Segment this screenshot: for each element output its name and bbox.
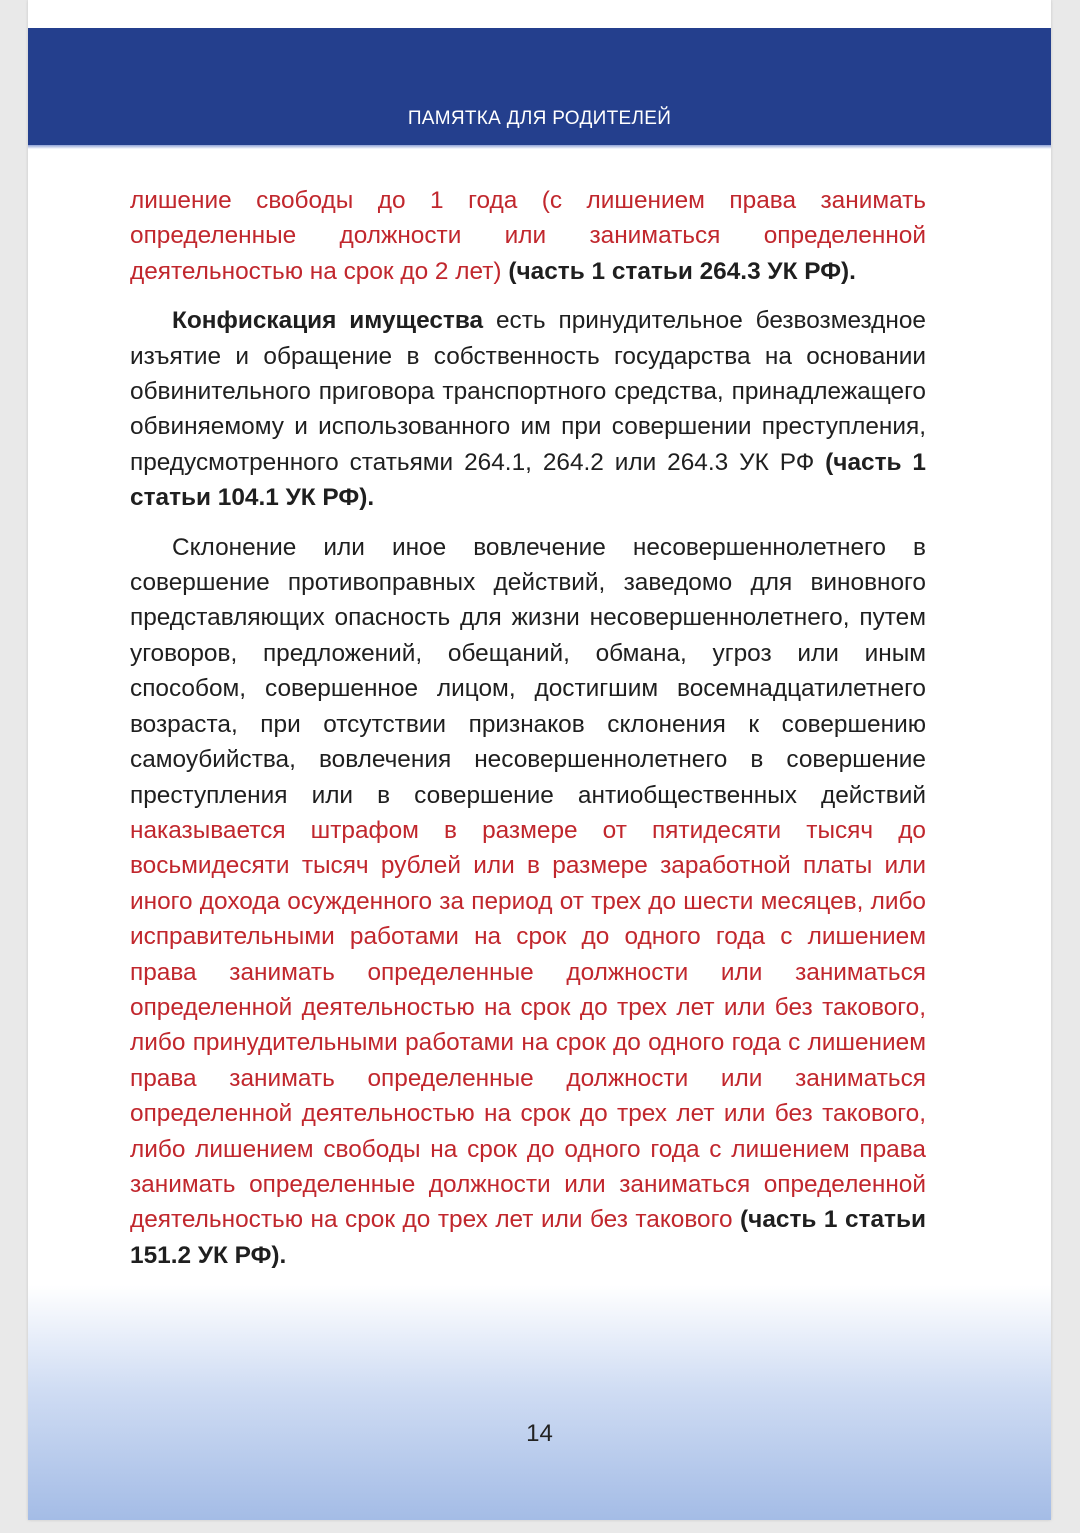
- document-body: [130, 183, 926, 1287]
- law-reference: (часть 1 статьи 151.2 УК РФ).: [130, 1206, 926, 1269]
- paragraph-penalty-continuation: [130, 183, 926, 289]
- document-page: [28, 0, 1051, 1520]
- penalty-text: наказывается штрафом в размере от пятидесяти тысяч до восьмидесяти тысяч рублей или в размере заработной платы или иного дохода осужденного за период от трех до шести месяцев, либо исправительными работами на срок до одного года с лишением права занимать определенные должности или заниматься определенной деятельностью на срок до трех лет или без такового, либо принудительными работами на срок до одного года с лишением права занимать определенные должности или заниматься определенной деятельностью на срок до трех лет или без такового, либо лишением свободы на срок до одного года с лишением права занимать определенные должности или заниматься определенной деятельностью на срок до трех лет или без такового: [130, 816, 926, 1234]
- term-confiscation: Конфискация имущества: [172, 307, 484, 335]
- penalty-text: лишение свободы до 1 года (с лишением права занимать определенные должности или заниматься определенной деятельностью на срок до 2 лет): [130, 187, 926, 285]
- header-title: ПАМЯТКА ДЛЯ РОДИТЕЛЕЙ: [407, 108, 672, 129]
- law-reference: (часть 1 статьи 104.1 УК РФ).: [130, 448, 926, 512]
- paragraph-inducement: [130, 530, 926, 1274]
- paragraph-confiscation: [130, 303, 926, 515]
- definition-text: есть принудительное безвозмездное изъятие и обращение в собственность государства на основании обвинительного приговора транспортного средства, принадлежащего обвиняемому и использованного им при совершении преступления, предусмотренного статьями 264.1, 264.2 или 264.3 УК РФ: [130, 307, 926, 476]
- footer-gradient: [28, 1285, 1051, 1520]
- offense-description: Склонение или иное вовлечение несовершеннолетнего в совершение противоправных действий, заведомо для виновного представляющих опасность для жизни несовершеннолетнего, путем уговоров, предложений, обещаний, обмана, угроз или иным способом, совершенное лицом, достигшим восемнадцатилетнего возраста, при отсутствии признаков склонения к совершению самоубийства, вовлечения несовершеннолетнего в совершение преступления или в совершение антиобщественных действий: [130, 533, 926, 809]
- law-reference: (часть 1 статьи 264.3 УК РФ).: [508, 257, 856, 285]
- page-number: 14: [526, 1420, 553, 1447]
